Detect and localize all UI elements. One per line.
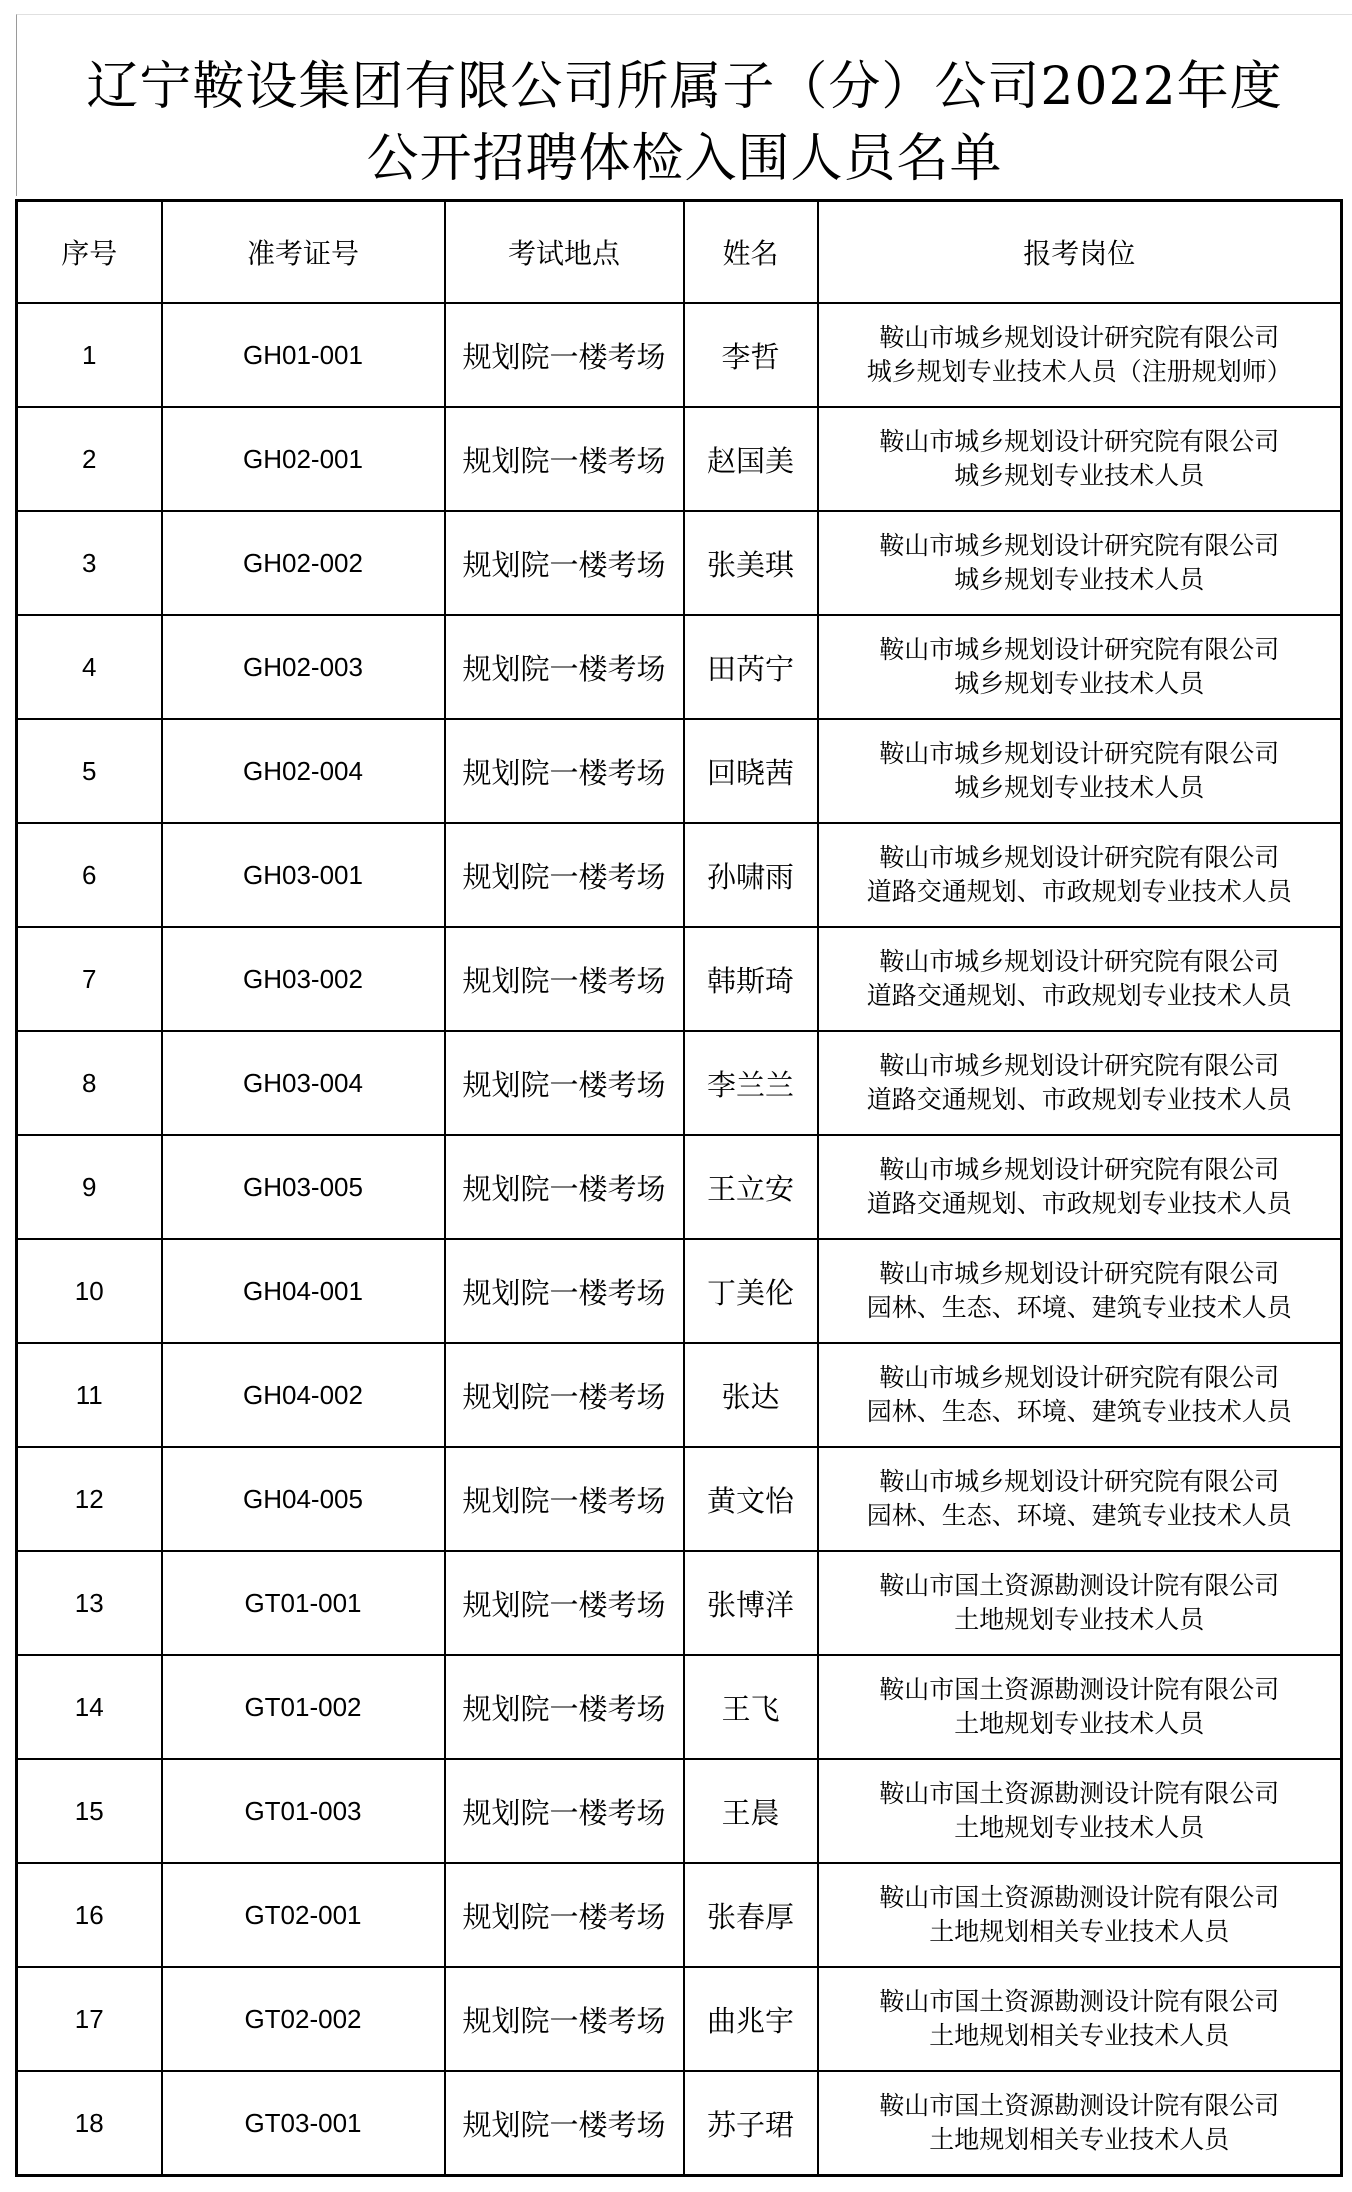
table-row — [17, 927, 1342, 1031]
cell-seq: 2 — [17, 407, 162, 511]
cell-seq: 14 — [17, 1655, 162, 1759]
cell-location: 规划院一楼考场 — [445, 2071, 684, 2176]
cell-position — [818, 1863, 1342, 1967]
cell-seq: 5 — [17, 719, 162, 823]
cell-ticket: GH01-001 — [162, 303, 445, 407]
cell-location: 规划院一楼考场 — [445, 1447, 684, 1551]
cell-position — [818, 1343, 1342, 1447]
cell-location: 规划院一楼考场 — [445, 1759, 684, 1863]
cell-ticket: GT01-003 — [162, 1759, 445, 1863]
position-role: 土地规划相关专业技术人员 — [929, 2125, 1230, 2154]
cell-position — [818, 1031, 1342, 1135]
cell-seq: 10 — [17, 1239, 162, 1343]
position-company: 鞍山市城乡规划设计研究院有限公司 — [879, 531, 1280, 560]
cell-ticket: GH03-002 — [162, 927, 445, 1031]
cell-name: 王飞 — [684, 1655, 818, 1759]
table-row — [17, 1239, 1342, 1343]
cell-position — [818, 407, 1342, 511]
table-row — [17, 823, 1342, 927]
position-role: 土地规划相关专业技术人员 — [929, 1917, 1230, 1946]
table-row — [17, 2071, 1342, 2176]
cell-location: 规划院一楼考场 — [445, 1655, 684, 1759]
position-role: 土地规划相关专业技术人员 — [929, 2021, 1230, 2050]
position-company: 鞍山市国土资源勘测设计院有限公司 — [879, 2091, 1280, 2120]
cell-name: 张美琪 — [684, 511, 818, 615]
position-company: 鞍山市国土资源勘测设计院有限公司 — [879, 1779, 1280, 1808]
cell-location: 规划院一楼考场 — [445, 1031, 684, 1135]
position-role: 土地规划专业技术人员 — [954, 1709, 1205, 1738]
position-company: 鞍山市国土资源勘测设计院有限公司 — [879, 1675, 1280, 1704]
cell-location: 规划院一楼考场 — [445, 719, 684, 823]
position-role: 城乡规划专业技术人员 — [954, 669, 1205, 698]
table-row — [17, 1031, 1342, 1135]
page-title-line-2: 公开招聘体检入围人员名单 — [366, 129, 1003, 189]
position-role: 道路交通规划、市政规划专业技术人员 — [866, 1085, 1292, 1114]
cell-name: 苏子珺 — [684, 2071, 818, 2176]
cell-name: 王立安 — [684, 1135, 818, 1239]
position-role: 道路交通规划、市政规划专业技术人员 — [866, 1189, 1292, 1218]
table-row — [17, 1551, 1342, 1655]
cell-name: 赵国美 — [684, 407, 818, 511]
cell-seq: 11 — [17, 1343, 162, 1447]
cell-seq: 18 — [17, 2071, 162, 2176]
cell-ticket: GT02-002 — [162, 1967, 445, 2071]
cell-position — [818, 1967, 1342, 2071]
position-company: 鞍山市城乡规划设计研究院有限公司 — [879, 1155, 1280, 1184]
cell-location: 规划院一楼考场 — [445, 1343, 684, 1447]
table-row — [17, 407, 1342, 511]
cell-seq: 3 — [17, 511, 162, 615]
table-row — [17, 1967, 1342, 2071]
cell-location: 规划院一楼考场 — [445, 1967, 684, 2071]
cell-location: 规划院一楼考场 — [445, 1551, 684, 1655]
position-role: 城乡规划专业技术人员 — [954, 461, 1205, 490]
position-role: 道路交通规划、市政规划专业技术人员 — [866, 877, 1292, 906]
position-company: 鞍山市城乡规划设计研究院有限公司 — [879, 635, 1280, 664]
position-role: 道路交通规划、市政规划专业技术人员 — [866, 981, 1292, 1010]
cell-ticket: GH02-004 — [162, 719, 445, 823]
position-role: 土地规划专业技术人员 — [954, 1813, 1205, 1842]
cell-ticket: GT01-002 — [162, 1655, 445, 1759]
cell-location: 规划院一楼考场 — [445, 303, 684, 407]
cell-ticket: GH04-002 — [162, 1343, 445, 1447]
cell-name: 张达 — [684, 1343, 818, 1447]
table-row — [17, 1343, 1342, 1447]
cell-location: 规划院一楼考场 — [445, 615, 684, 719]
cell-location: 规划院一楼考场 — [445, 823, 684, 927]
position-company: 鞍山市城乡规划设计研究院有限公司 — [879, 427, 1280, 456]
header-location: 考试地点 — [445, 201, 684, 304]
cell-location: 规划院一楼考场 — [445, 1863, 684, 1967]
page-title-line-1: 辽宁鞍设集团有限公司所属子（分）公司2022年度 — [86, 57, 1283, 117]
position-company: 鞍山市城乡规划设计研究院有限公司 — [879, 1259, 1280, 1288]
cell-seq: 6 — [17, 823, 162, 927]
cell-position — [818, 303, 1342, 407]
cell-position — [818, 511, 1342, 615]
table-row — [17, 303, 1342, 407]
cell-name: 李兰兰 — [684, 1031, 818, 1135]
table-row — [17, 511, 1342, 615]
cell-seq: 16 — [17, 1863, 162, 1967]
position-company: 鞍山市城乡规划设计研究院有限公司 — [879, 1467, 1280, 1496]
cell-ticket: GH03-004 — [162, 1031, 445, 1135]
cell-name: 韩斯琦 — [684, 927, 818, 1031]
cell-ticket: GT03-001 — [162, 2071, 445, 2176]
cell-ticket: GH02-001 — [162, 407, 445, 511]
title-block — [16, 14, 1352, 196]
table-row — [17, 719, 1342, 823]
table-row — [17, 1759, 1342, 1863]
cell-name: 张春厚 — [684, 1863, 818, 1967]
cell-position — [818, 927, 1342, 1031]
cell-seq: 8 — [17, 1031, 162, 1135]
cell-position — [818, 1551, 1342, 1655]
cell-location: 规划院一楼考场 — [445, 927, 684, 1031]
cell-ticket: GT02-001 — [162, 1863, 445, 1967]
table-row — [17, 1655, 1342, 1759]
table-row — [17, 1135, 1342, 1239]
cell-ticket: GT01-001 — [162, 1551, 445, 1655]
cell-name: 王晨 — [684, 1759, 818, 1863]
cell-position — [818, 1447, 1342, 1551]
cell-position — [818, 1239, 1342, 1343]
cell-position — [818, 1759, 1342, 1863]
table-header-row — [17, 201, 1342, 304]
position-role: 园林、生态、环境、建筑专业技术人员 — [866, 1501, 1292, 1530]
table-row — [17, 615, 1342, 719]
position-company: 鞍山市城乡规划设计研究院有限公司 — [879, 739, 1280, 768]
cell-seq: 1 — [17, 303, 162, 407]
cell-name: 黄文怡 — [684, 1447, 818, 1551]
cell-name: 曲兆宇 — [684, 1967, 818, 2071]
position-company: 鞍山市国土资源勘测设计院有限公司 — [879, 1571, 1280, 1600]
position-role: 土地规划专业技术人员 — [954, 1605, 1205, 1634]
table-row — [17, 1447, 1342, 1551]
cell-position — [818, 2071, 1342, 2176]
position-company: 鞍山市城乡规划设计研究院有限公司 — [879, 947, 1280, 976]
table-row — [17, 1863, 1342, 1967]
cell-position — [818, 823, 1342, 927]
cell-ticket: GH03-001 — [162, 823, 445, 927]
cell-ticket: GH02-003 — [162, 615, 445, 719]
header-seq: 序号 — [17, 201, 162, 304]
header-ticket: 准考证号 — [162, 201, 445, 304]
cell-ticket: GH02-002 — [162, 511, 445, 615]
header-name: 姓名 — [684, 201, 818, 304]
position-company: 鞍山市国土资源勘测设计院有限公司 — [879, 1987, 1280, 2016]
position-company: 鞍山市城乡规划设计研究院有限公司 — [879, 843, 1280, 872]
header-position: 报考岗位 — [818, 201, 1342, 304]
cell-seq: 15 — [17, 1759, 162, 1863]
position-role: 城乡规划专业技术人员（注册规划师） — [866, 357, 1292, 386]
cell-ticket: GH04-005 — [162, 1447, 445, 1551]
position-company: 鞍山市城乡规划设计研究院有限公司 — [879, 1051, 1280, 1080]
cell-location: 规划院一楼考场 — [445, 407, 684, 511]
position-role: 园林、生态、环境、建筑专业技术人员 — [866, 1397, 1292, 1426]
cell-seq: 13 — [17, 1551, 162, 1655]
cell-ticket: GH04-001 — [162, 1239, 445, 1343]
cell-position — [818, 719, 1342, 823]
cell-position — [818, 615, 1342, 719]
cell-seq: 4 — [17, 615, 162, 719]
cell-seq: 12 — [17, 1447, 162, 1551]
cell-name: 丁美伦 — [684, 1239, 818, 1343]
cell-location: 规划院一楼考场 — [445, 1135, 684, 1239]
cell-seq: 9 — [17, 1135, 162, 1239]
cell-name: 张博洋 — [684, 1551, 818, 1655]
position-company: 鞍山市城乡规划设计研究院有限公司 — [879, 1363, 1280, 1392]
cell-name: 孙啸雨 — [684, 823, 818, 927]
candidate-table — [15, 199, 1343, 2177]
table-body — [17, 303, 1342, 2176]
position-role: 城乡规划专业技术人员 — [954, 773, 1205, 802]
cell-seq: 7 — [17, 927, 162, 1031]
cell-location: 规划院一楼考场 — [445, 1239, 684, 1343]
cell-name: 回晓茜 — [684, 719, 818, 823]
position-company: 鞍山市城乡规划设计研究院有限公司 — [879, 323, 1280, 352]
position-role: 城乡规划专业技术人员 — [954, 565, 1205, 594]
position-role: 园林、生态、环境、建筑专业技术人员 — [866, 1293, 1292, 1322]
position-company: 鞍山市国土资源勘测设计院有限公司 — [879, 1883, 1280, 1912]
cell-name: 李哲 — [684, 303, 818, 407]
cell-location: 规划院一楼考场 — [445, 511, 684, 615]
cell-position — [818, 1655, 1342, 1759]
cell-position — [818, 1135, 1342, 1239]
cell-ticket: GH03-005 — [162, 1135, 445, 1239]
cell-name: 田芮宁 — [684, 615, 818, 719]
cell-seq: 17 — [17, 1967, 162, 2071]
